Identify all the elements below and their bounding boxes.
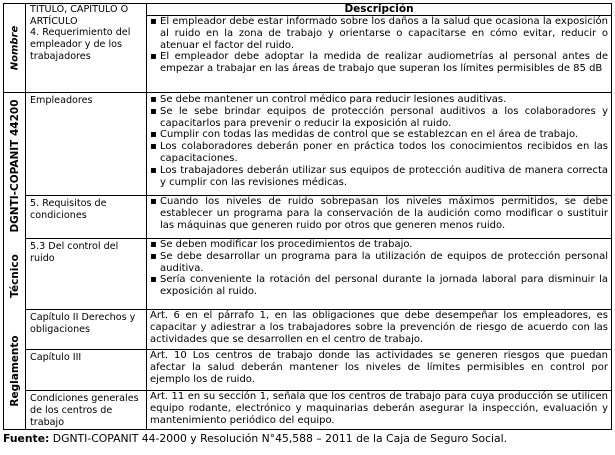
list-item: ▪ Se debe mantener un control médico para reducir lesiones auditivas. <box>150 94 608 106</box>
list-item: ▪ Se debe desarrollar un programa para la utilización de equipos de protección personal auditiva. <box>150 251 608 275</box>
description-cell <box>147 196 611 231</box>
description-cell <box>147 239 611 298</box>
list-item: ▪ Se le sebe brindar equipos de protección personal auditivos a los colaboradores y capacitarlos para prevenir o reducir la exposición al ruido. <box>150 106 608 130</box>
list-item: ▪ Sería conveniente la rotación del personal durante la jornada laboral para disminuir la exposición al ruido. <box>150 274 608 298</box>
article-cell: Capítulo II Derechos y obligaciones <box>30 312 136 335</box>
description-cell: Art. 6 en el párrafo 1, en las obligaciones que debe desempeñar los empleadores, es capacitar y adiestrar a los trabajadores sobre la prevención de riesgo de acuerdo con las actividades que se desarrollen en el centro de trabajo. <box>150 310 608 345</box>
list-item: ▪ Cumplir con todas las medidas de control que se establezcan en el área de trabajo. <box>150 129 608 141</box>
article-cell: 4. Requerimiento del empleador y de los trabajadores <box>30 27 131 62</box>
side-label-reglamento: Reglamento <box>4 313 26 429</box>
article-column <box>26 4 147 429</box>
header-description: Descripción <box>344 4 414 15</box>
article-cell: 5. Requisitos de condiciones <box>30 198 107 221</box>
description-cell <box>147 16 611 75</box>
caption-label: Fuente: <box>3 432 50 445</box>
article-cell: Condiciones generales de los centros de trabajo <box>30 393 139 428</box>
article-cell: 5.3 Del control del ruido <box>30 241 119 264</box>
description-column <box>147 4 611 429</box>
caption-text: DGNTI-COPANIT 44-2000 y Resolución N°45,588 – 2011 de la Caja de Seguro Social. <box>49 432 508 445</box>
list-item: ▪ Cuando los niveles de ruido sobrepasan los niveles máximos permitidos, se debe establecer un programa para la conservación de la audición como modificar o sustituir las máquinas que generen ruido por otros que generen menos ruido. <box>150 196 608 231</box>
list-item: ▪ El empleador debe adoptar la medida de realizar audiometrías al personal antes de empezar a trabajar en las áreas de trabajo que superan los límites permisibles de 85 dB <box>150 51 608 75</box>
list-item: ▪ El empleador debe estar informado sobre los daños a la salud que ocasiona la exposición al ruido en la zona de trabajo y orientarse o capacitarse en cómo evitar, reducir o atenuar el factor del ruido. <box>150 16 608 51</box>
side-label-nombre: Nombre <box>4 4 26 92</box>
side-label-tecnico: Técnico <box>4 238 26 313</box>
source-caption <box>3 432 507 445</box>
regulation-table <box>3 3 612 430</box>
list-item: ▪ Los colaboradores deberán poner en práctica todos los conocimientos recibidos en las capacitaciones. <box>150 141 608 165</box>
list-item: ▪ Se deben modificar los procedimientos de trabajo. <box>150 239 608 251</box>
description-cell <box>147 94 611 188</box>
article-cell: Capítulo III <box>30 352 82 363</box>
header-article: TÍTULO, CAPÍTULO O ARTÍCULO <box>30 4 129 27</box>
side-label-dgnti: DGNTI-COPANIT 44200 <box>4 92 26 238</box>
description-cell: Art. 11 en su sección 1, señala que los centros de trabajo para cuya producción se utilicen equipo rodante, electrónico y maquinarias deberán asegurar la inspección, evaluación y mantenimiento periódico del equipo. <box>150 391 608 426</box>
list-item: ▪ Los trabajadores deberán utilizar sus equipos de protección auditiva de manera correcta y cumplir con las revisiones médicas. <box>150 165 608 189</box>
article-cell: Empleadores <box>30 95 93 106</box>
description-cell: Art. 10 Los centros de trabajo donde las actividades se generen riesgos que puedan afectar la salud deberán mantener los niveles de límites permisibles en control por ejemplo los de ruido. <box>150 350 608 385</box>
